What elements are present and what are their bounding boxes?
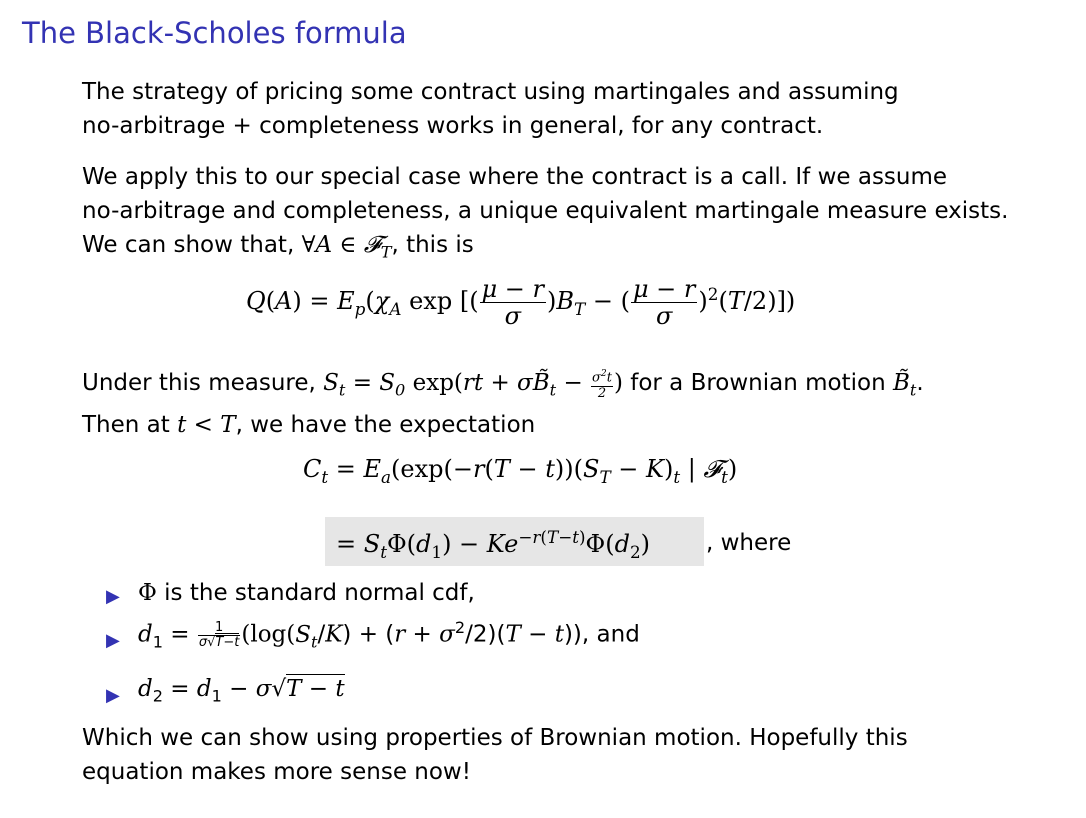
paragraph-line: Under this measure, $S_t = S_0$ $\exp(rt + \sigma B̃_t$ − $\frac{\sigma^2t}{2}$ ) for a Brownian motion $B̃_t$. <box>82 369 924 401</box>
paragraph-line: The strategy of pricing some contract using martingales and assuming <box>82 79 899 105</box>
paragraph-line: We apply this to our special case where the contract is a call. If we assume <box>82 164 948 190</box>
math-d1: d <box>138 621 153 648</box>
bullet-triangle-icon: ▶ <box>106 586 120 607</box>
bullet-item-phi: Φ is the standard normal cdf, <box>138 580 475 606</box>
bullet-item-d1: $d_1$ = $\frac{1}{\sigma√T-t}$ $(\log(S_t/K) + (r + \sigma^2/2)(T - t))$, and <box>138 618 640 652</box>
paragraph-line: no-arbitrage and completeness, a unique equivalent martingale measure exists. <box>82 198 1009 224</box>
equation-black-scholes: = $S_t\Phi(d_1) - Ke^{-r(T-t)}\Phi(d_2)$ <box>336 527 651 562</box>
paragraph-strategy <box>82 75 899 143</box>
slide-title: The Black-Scholes formula <box>22 16 407 50</box>
paragraph-line: We can show that, ∀A ∈ 𝓕$_T$, this is <box>82 232 474 262</box>
paragraph-line: Which we can show using properties of Brownian motion. Hopefully this <box>82 725 908 751</box>
bullet-triangle-icon: ▶ <box>106 630 120 651</box>
paragraph-line: Then at t < T, we have the expectation <box>82 411 536 438</box>
math-forall-a: ∀A ∈ 𝓕$_T$ <box>301 232 392 262</box>
paragraph-line: no-arbitrage + completeness works in general, for any contract. <box>82 113 824 139</box>
math-phi: Φ <box>138 580 157 606</box>
math-brownian: $B̃_t$ <box>892 370 917 400</box>
paragraph-under-measure <box>82 366 924 442</box>
bullet-triangle-icon: ▶ <box>106 685 120 706</box>
paragraph-line: equation makes more sense now! <box>82 759 471 785</box>
paragraph-special-case <box>82 160 1008 270</box>
math-stock-price: $S_t = S_0$ $\exp(rt + \sigma B̃_t$ − $\frac{\sigma^2t}{2}$ ) <box>323 369 623 401</box>
math-d2: d <box>138 676 153 702</box>
bullet-item-d2: $d_2 = d_1 - \sigma√T - t$ <box>138 676 345 706</box>
equation-measure-q: $Q(A) = E_p(\chi_A$ exp [( $\frac{\mu - r}{\sigma}$ )$B_T$ − ( $\frac{\mu - r}{\sigma}$ )$^2$(T/2)]) <box>246 275 796 330</box>
paragraph-closing <box>82 721 908 789</box>
equation-call-expectation: $C_t = E_a(\exp(-r(T - t))(S_T - K)_t$ | 𝓕$_t$) <box>303 455 738 487</box>
math-t-less-T: t < T <box>177 411 236 438</box>
where-label: , where <box>706 530 792 556</box>
